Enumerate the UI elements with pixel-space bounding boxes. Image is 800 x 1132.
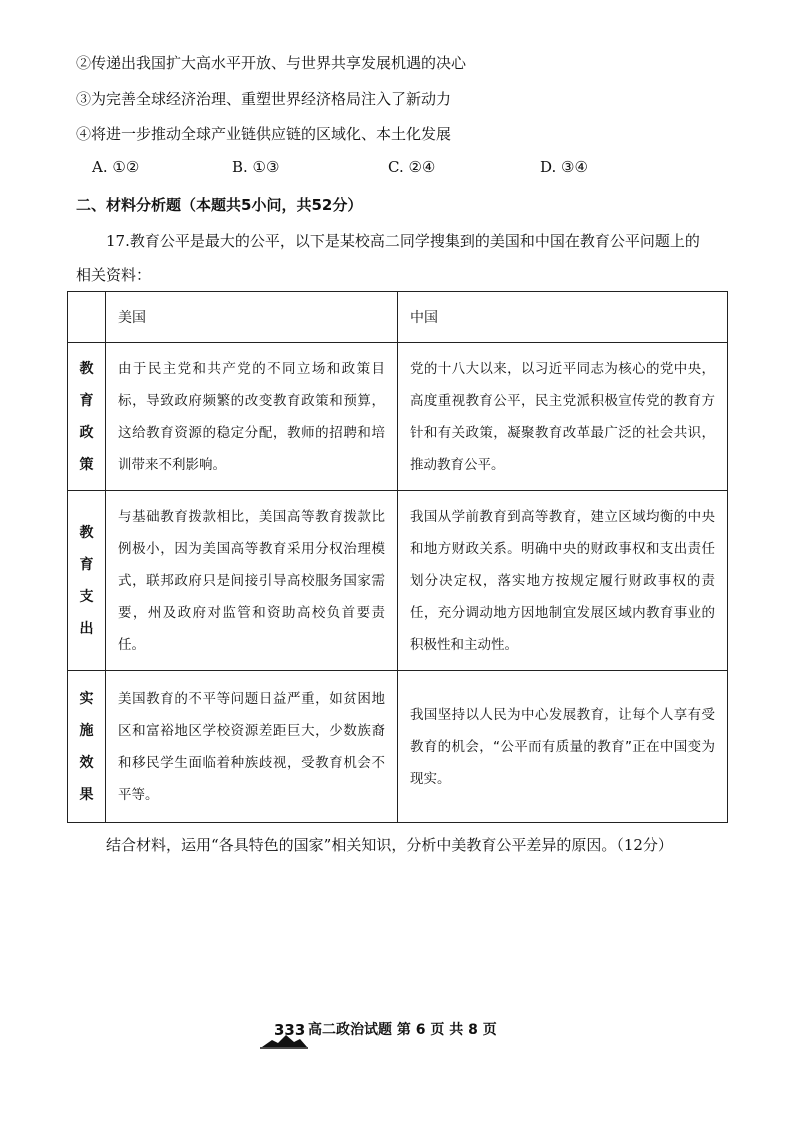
page-footer bbox=[260, 1015, 540, 1055]
choice-c[interactable]: C. ②④ bbox=[388, 158, 436, 176]
row-label-char: 政 bbox=[79, 424, 94, 441]
row-label-char: 育 bbox=[79, 556, 94, 573]
row-label-char: 支 bbox=[79, 588, 94, 605]
row-label-char: 果 bbox=[79, 786, 94, 803]
row-label-spending bbox=[68, 491, 106, 671]
logo-mountain-icon bbox=[260, 1015, 308, 1053]
header-blank bbox=[68, 292, 106, 343]
row-label-policy bbox=[68, 343, 106, 491]
row-label-char: 效 bbox=[79, 754, 94, 771]
table-row-policy bbox=[68, 343, 728, 491]
option-2: ②传递出我国扩大高水平开放、与世界共享发展机遇的决心 bbox=[76, 54, 467, 72]
row-label-char: 教 bbox=[79, 360, 94, 377]
answer-choices bbox=[92, 158, 732, 180]
section-title: 二、材料分析题（本题共5小问，共52分） bbox=[76, 196, 363, 214]
header-china: 中国 bbox=[398, 292, 728, 343]
logo-text: 333 bbox=[274, 1021, 306, 1039]
question-stem-line2: 相关资料： bbox=[76, 266, 152, 284]
row-label-char: 实 bbox=[79, 690, 94, 707]
cell-china-policy: 党的十八大以来，以习近平同志为核心的党中央，高度重视教育公平，民主党派积极宣传党的教育方针和有关政策，凝聚教育改革最广泛的社会共识，推动教育公平。 bbox=[398, 343, 728, 491]
header-usa: 美国 bbox=[106, 292, 398, 343]
option-3: ③为完善全球经济治理、重塑世界经济格局注入了新动力 bbox=[76, 90, 452, 108]
cell-usa-effect: 美国教育的不平等问题日益严重，如贫困地区和富裕地区学校资源差距巨大，少数族裔和移民学生面临着种族歧视，受教育机会不平等。 bbox=[106, 671, 398, 823]
question-prompt: 结合材料，运用“各具特色的国家”相关知识，分析中美教育公平差异的原因。（12分） bbox=[106, 836, 673, 854]
row-label-char: 教 bbox=[79, 524, 94, 541]
choice-d[interactable]: D. ③④ bbox=[540, 158, 588, 176]
row-label-char: 施 bbox=[79, 722, 94, 739]
table-row-effect bbox=[68, 671, 728, 823]
choice-b[interactable]: B. ①③ bbox=[232, 158, 280, 176]
cell-china-spending: 我国从学前教育到高等教育，建立区域均衡的中央和地方财政关系。明确中央的财政事权和支出责任划分决定权，落实地方按规定履行财政事权的责任，充分调动地方因地制宜发展区域内教育事业的积极性和主动性。 bbox=[398, 491, 728, 671]
choice-a[interactable]: A. ①② bbox=[92, 158, 140, 176]
comparison-table bbox=[67, 291, 728, 823]
row-label-effect bbox=[68, 671, 106, 823]
table-header-row bbox=[68, 292, 728, 343]
row-label-char: 出 bbox=[79, 620, 94, 637]
question-stem-line1: 17.教育公平是最大的公平，以下是某校高二同学搜集到的美国和中国在教育公平问题上的 bbox=[106, 232, 700, 250]
footer-page-info: 高二政治试题 第 6 页 共 8 页 bbox=[308, 1022, 497, 1038]
option-4: ④将进一步推动全球产业链供应链的区域化、本土化发展 bbox=[76, 125, 452, 143]
row-label-char: 育 bbox=[79, 392, 94, 409]
table-row-spending bbox=[68, 491, 728, 671]
cell-usa-spending: 与基础教育拨款相比，美国高等教育拨款比例极小，因为美国高等教育采用分权治理模式，联邦政府只是间接引导高校服务国家需要，州及政府对监管和资助高校负首要责任。 bbox=[106, 491, 398, 671]
cell-china-effect: 我国坚持以人民为中心发展教育，让每个人享有受教育的机会，“公平而有质量的教育”正在中国变为现实。 bbox=[398, 671, 728, 823]
row-label-char: 策 bbox=[79, 456, 94, 473]
cell-usa-policy: 由于民主党和共产党的不同立场和政策目标，导致政府频繁的改变教育政策和预算，这给教育资源的稳定分配，教师的招聘和培训带来不利影响。 bbox=[106, 343, 398, 491]
